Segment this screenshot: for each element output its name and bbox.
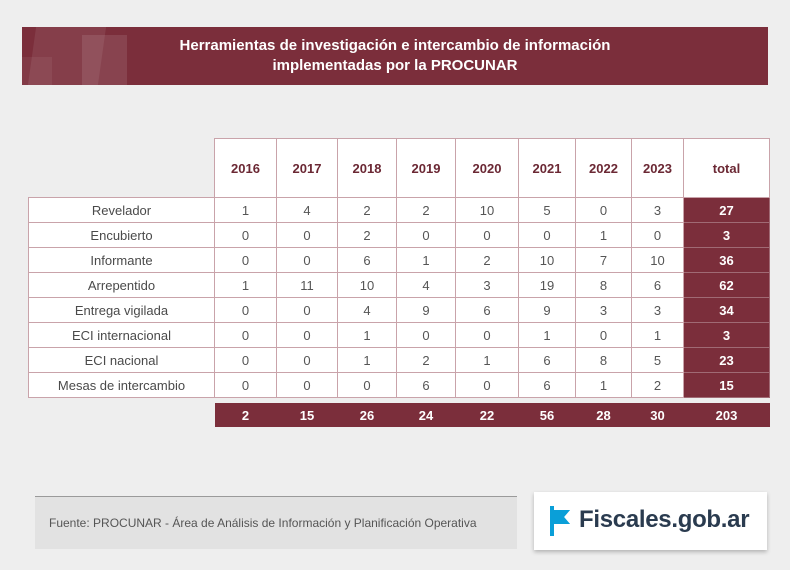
data-cell: 1 <box>576 223 632 248</box>
data-cell: 10 <box>456 198 519 223</box>
data-cell: 0 <box>215 373 277 398</box>
data-cell: 1 <box>576 373 632 398</box>
data-cell: 0 <box>277 223 338 248</box>
data-cell: 3 <box>456 273 519 298</box>
logo-name: Fiscales <box>579 506 672 533</box>
data-cell: 6 <box>519 348 576 373</box>
data-table <box>28 138 770 427</box>
data-cell: 10 <box>632 248 684 273</box>
data-cell: 6 <box>456 298 519 323</box>
data-cell: 1 <box>338 348 397 373</box>
fiscales-logo[interactable] <box>534 492 767 550</box>
data-cell: 1 <box>397 248 456 273</box>
grand-total: 203 <box>684 403 770 427</box>
column-total: 15 <box>277 403 338 427</box>
data-cell: 0 <box>456 223 519 248</box>
column-header: 2022 <box>576 139 632 198</box>
data-cell: 5 <box>632 348 684 373</box>
data-cell: 0 <box>277 323 338 348</box>
data-cell: 6 <box>397 373 456 398</box>
data-cell: 1 <box>338 323 397 348</box>
column-header: 2023 <box>632 139 684 198</box>
data-cell: 0 <box>519 223 576 248</box>
data-cell: 8 <box>576 273 632 298</box>
data-cell: 8 <box>576 348 632 373</box>
row-total: 3 <box>684 323 770 348</box>
data-cell: 2 <box>338 223 397 248</box>
row-total: 23 <box>684 348 770 373</box>
data-cell: 0 <box>456 373 519 398</box>
title-line-2: implementadas por la PROCUNAR <box>272 57 518 74</box>
data-cell: 2 <box>456 248 519 273</box>
data-cell: 9 <box>519 298 576 323</box>
row-total: 27 <box>684 198 770 223</box>
row-total: 36 <box>684 248 770 273</box>
data-cell: 4 <box>338 298 397 323</box>
data-cell: 3 <box>576 298 632 323</box>
data-cell: 1 <box>519 323 576 348</box>
data-cell: 0 <box>576 323 632 348</box>
table-row <box>29 223 770 248</box>
row-total: 15 <box>684 373 770 398</box>
column-header: 2020 <box>456 139 519 198</box>
column-total: 28 <box>576 403 632 427</box>
table-row <box>29 323 770 348</box>
header-row <box>29 139 770 198</box>
data-cell: 0 <box>632 223 684 248</box>
row-label: Arrepentido <box>29 273 215 298</box>
data-cell: 2 <box>397 198 456 223</box>
data-cell: 1 <box>215 273 277 298</box>
column-total: 24 <box>397 403 456 427</box>
data-cell: 10 <box>519 248 576 273</box>
blank-cell <box>29 403 215 427</box>
data-cell: 0 <box>215 298 277 323</box>
corner-cell <box>29 139 215 198</box>
data-cell: 0 <box>397 323 456 348</box>
source-text: Fuente: PROCUNAR - Área de Análisis de Información y Planificación Operativa <box>49 516 477 530</box>
column-total: 2 <box>215 403 277 427</box>
table-row <box>29 273 770 298</box>
chart-header <box>22 27 768 85</box>
data-cell: 0 <box>456 323 519 348</box>
logo-text <box>579 506 749 534</box>
column-header: 2016 <box>215 139 277 198</box>
table-row <box>29 348 770 373</box>
row-label: ECI internacional <box>29 323 215 348</box>
data-cell: 0 <box>215 323 277 348</box>
data-cell: 0 <box>576 198 632 223</box>
column-total: 30 <box>632 403 684 427</box>
column-header: 2019 <box>397 139 456 198</box>
flag-icon <box>548 504 574 538</box>
data-cell: 0 <box>277 348 338 373</box>
row-label: Encubierto <box>29 223 215 248</box>
logo-domain: .gob.ar <box>671 506 750 533</box>
data-cell: 3 <box>632 298 684 323</box>
row-label: ECI nacional <box>29 348 215 373</box>
data-cell: 11 <box>277 273 338 298</box>
row-total: 62 <box>684 273 770 298</box>
title-line-1: Herramientas de investigación e intercambio de información <box>179 37 611 54</box>
data-cell: 2 <box>632 373 684 398</box>
data-cell: 1 <box>215 198 277 223</box>
data-cell: 4 <box>277 198 338 223</box>
column-total: 22 <box>456 403 519 427</box>
data-cell: 7 <box>576 248 632 273</box>
column-total: 56 <box>519 403 576 427</box>
table-row <box>29 373 770 398</box>
data-cell: 5 <box>519 198 576 223</box>
column-header: 2018 <box>338 139 397 198</box>
data-cell: 0 <box>277 298 338 323</box>
data-cell: 6 <box>338 248 397 273</box>
column-header: 2021 <box>519 139 576 198</box>
column-totals-row <box>29 403 770 427</box>
data-cell: 19 <box>519 273 576 298</box>
column-total: 26 <box>338 403 397 427</box>
source-box <box>35 496 517 549</box>
data-cell: 9 <box>397 298 456 323</box>
data-cell: 6 <box>632 273 684 298</box>
row-label: Entrega vigilada <box>29 298 215 323</box>
chart-title <box>22 36 768 76</box>
row-label: Informante <box>29 248 215 273</box>
column-header-total: total <box>684 139 770 198</box>
column-header: 2017 <box>277 139 338 198</box>
data-cell: 0 <box>277 248 338 273</box>
data-cell: 1 <box>632 323 684 348</box>
row-label: Revelador <box>29 198 215 223</box>
data-cell: 2 <box>338 198 397 223</box>
data-cell: 0 <box>215 223 277 248</box>
data-cell: 3 <box>632 198 684 223</box>
data-cell: 0 <box>338 373 397 398</box>
data-cell: 0 <box>215 348 277 373</box>
data-cell: 6 <box>519 373 576 398</box>
data-cell: 4 <box>397 273 456 298</box>
data-cell: 10 <box>338 273 397 298</box>
data-cell: 0 <box>397 223 456 248</box>
row-total: 3 <box>684 223 770 248</box>
table-row <box>29 298 770 323</box>
row-label: Mesas de intercambio <box>29 373 215 398</box>
data-cell: 1 <box>456 348 519 373</box>
data-cell: 0 <box>215 248 277 273</box>
row-total: 34 <box>684 298 770 323</box>
table-row <box>29 248 770 273</box>
data-cell: 0 <box>277 373 338 398</box>
table-row <box>29 198 770 223</box>
data-cell: 2 <box>397 348 456 373</box>
